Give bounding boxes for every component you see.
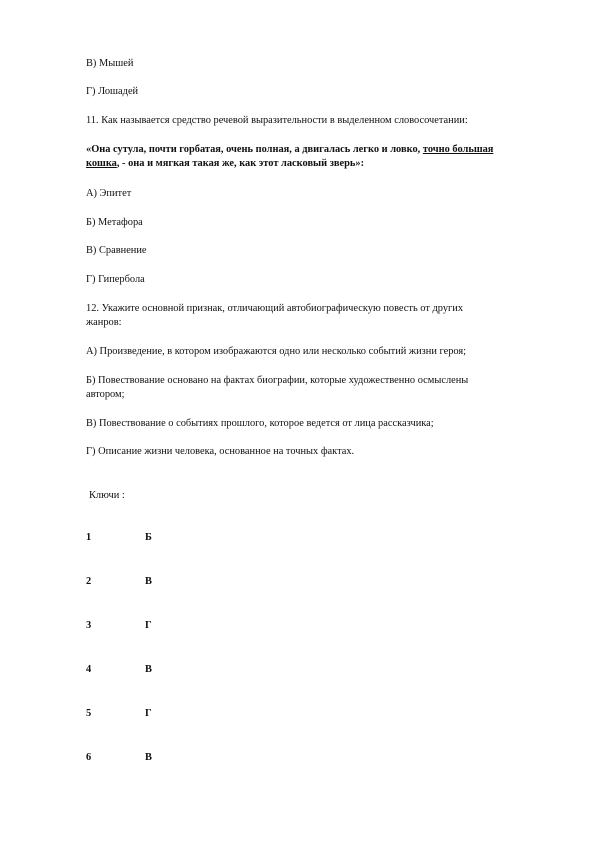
q12-question-line-2: жанров: bbox=[86, 317, 122, 328]
key-answer: Г bbox=[145, 620, 152, 631]
key-answer: В bbox=[145, 664, 152, 675]
keys-title: Ключи : bbox=[89, 490, 125, 501]
q11-quote-line-2 bbox=[86, 157, 534, 171]
highlighted-phrase: точно большая bbox=[422, 144, 494, 155]
q12-question-line-1: 12. Укажите основной признак, отличающий автобиографическую повесть от других bbox=[86, 303, 464, 314]
key-number: 6 bbox=[86, 752, 92, 763]
q11-option-a: А) Эпитет bbox=[86, 188, 132, 199]
q12-option-b-line-1: Б) Повествование основано на фактах биографии, которые художественно осмыслены bbox=[86, 375, 469, 386]
q11-quote-line-1 bbox=[86, 143, 534, 157]
q10-option-g: Г) Лошадей bbox=[86, 86, 139, 97]
q11-option-b: Б) Метафора bbox=[86, 217, 143, 228]
q11-option-g: Г) Гипербола bbox=[86, 274, 145, 285]
q12-option-v: В) Повествование о событиях прошлого, которое ведется от лица рассказчика; bbox=[86, 418, 434, 429]
key-number: 2 bbox=[86, 576, 92, 587]
q11-option-v: В) Сравнение bbox=[86, 245, 147, 256]
q12-option-a: А) Произведение, в котором изображаются одно или несколько событий жизни героя; bbox=[86, 346, 467, 357]
q11-question: 11. Как называется средство речевой выразительности в выделенном словосочетании: bbox=[86, 115, 468, 126]
key-number: 5 bbox=[86, 708, 92, 719]
key-number: 3 bbox=[86, 620, 92, 631]
key-answer: Б bbox=[145, 532, 152, 543]
quote-text: «Она сутула, почти горбатая, очень полная, а двигалась легко и ловко, bbox=[86, 144, 423, 155]
key-number: 1 bbox=[86, 532, 92, 543]
q12-option-b-line-2: автором; bbox=[86, 389, 125, 400]
highlighted-phrase-end: кошка bbox=[86, 158, 117, 169]
key-answer: В bbox=[145, 576, 152, 587]
key-answer: В bbox=[145, 752, 152, 763]
q10-option-v: В) Мышей bbox=[86, 58, 134, 69]
quote-text: , - она и мягкая такая же, как этот ласковый зверь»: bbox=[116, 158, 365, 169]
key-number: 4 bbox=[86, 664, 92, 675]
key-answer: Г bbox=[145, 708, 152, 719]
q12-option-g: Г) Описание жизни человека, основанное на точных фактах. bbox=[86, 446, 355, 457]
